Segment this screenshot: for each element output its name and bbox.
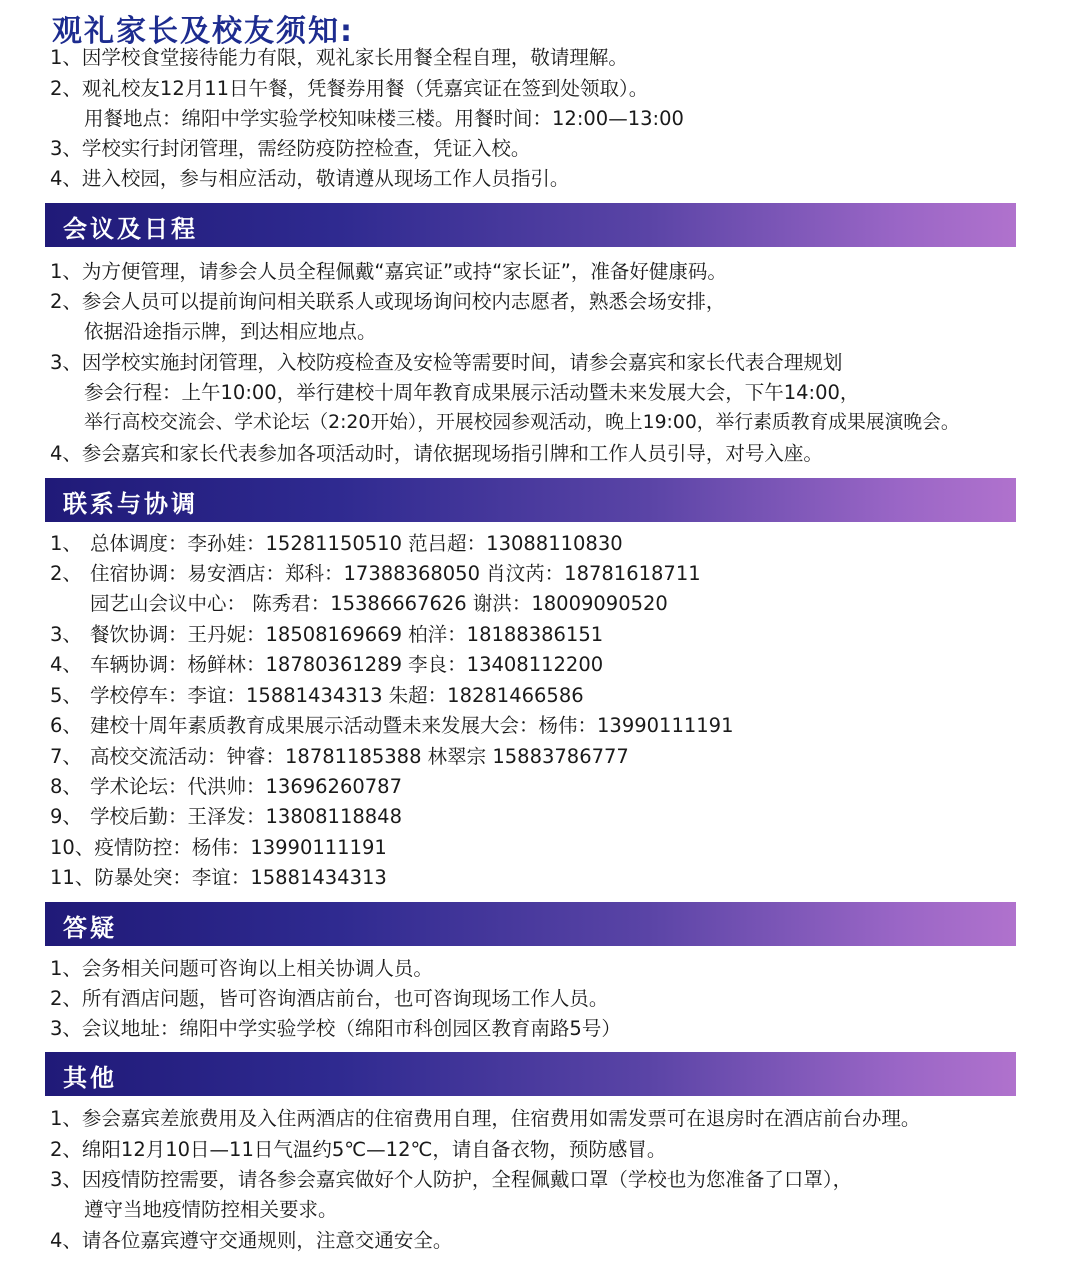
item-number: 10、: [50, 836, 95, 859]
item-number: 9、: [50, 805, 82, 828]
item-number: 2、: [50, 77, 82, 100]
contact-item: [50, 713, 733, 739]
item-number: 2、: [50, 1138, 82, 1161]
item-text: 所有酒店问题，皆可咨询酒店前台，也可咨询现场工作人员。: [81, 987, 609, 1010]
contact-item: [50, 804, 402, 830]
notice-item-continuation: [84, 106, 684, 132]
qa-item: [50, 1016, 621, 1042]
contact-item: [50, 652, 603, 678]
item-number: 4、: [50, 442, 82, 465]
contact-item: [50, 865, 387, 891]
item-number: 3、: [50, 351, 82, 374]
section-heading: 其他: [63, 1064, 117, 1092]
item-text: 参会嘉宾和家长代表参加各项活动时，请依据现场指引牌和工作人员引导，对号入座。: [81, 442, 823, 465]
item-text: 举行高校交流会、学术论坛（2:20开始），开展校园参观活动，晚上19:00，举行素质教育成果展演晚会。: [84, 412, 960, 433]
item-text: 学校停车：李谊：15881434313 朱超：18281466586: [90, 684, 584, 707]
item-number: 2、: [50, 562, 82, 585]
item-number: 3、: [50, 1168, 82, 1191]
item-text: 学术论坛：代洪帅：13696260787: [90, 775, 402, 798]
item-text: 餐饮协调：王丹妮：18508169669 柏洋：18188386151: [90, 623, 604, 646]
section-heading: 联系与协调: [63, 490, 198, 518]
item-text: 因学校食堂接待能力有限，观礼家长用餐全程自理，敬请理解。: [81, 46, 628, 69]
other-item: [50, 1167, 852, 1193]
page-title: 观礼家长及校友须知:: [52, 14, 354, 49]
item-text: 车辆协调：杨鲜林：18780361289 李良：13408112200: [90, 653, 604, 676]
section-heading: 答疑: [63, 914, 117, 942]
contact-item: [50, 744, 629, 770]
item-text: 会务相关问题可咨询以上相关协调人员。: [81, 957, 433, 980]
item-number: 4、: [50, 167, 82, 190]
item-text: 参会行程：上午10:00，举行建校十周年教育成果展示活动暨未来发展大会，下午14:00，: [84, 381, 860, 404]
item-text: 学校后勤：王泽发：13808118848: [90, 805, 402, 828]
other-item-continuation: [84, 1197, 338, 1223]
meeting-item: [50, 350, 842, 376]
item-number: 1、: [50, 957, 82, 980]
item-text: 参会人员可以提前询问相关联系人或现场询问校内志愿者，熟悉会场安排，: [81, 290, 726, 313]
item-number: 3、: [50, 623, 82, 646]
other-item: [50, 1137, 666, 1163]
item-text: 因学校实施封闭管理，入校防疫检查及安检等需要时间，请参会嘉宾和家长代表合理规划: [81, 351, 843, 374]
item-text: 参会嘉宾差旅费用及入住两酒店的住宿费用自理，住宿费用如需发票可在退房时在酒店前台办理。: [81, 1107, 921, 1130]
qa-item: [50, 956, 433, 982]
item-text: 为方便管理，请参会人员全程佩戴“嘉宾证”或持“家长证”，准备好健康码。: [81, 260, 727, 283]
item-number: 1、: [50, 1107, 82, 1130]
item-text: 住宿协调：易安酒店：郑科：17388368050 肖汶芮：18781618711: [90, 562, 701, 585]
section-banner-contact: [45, 478, 1016, 522]
contact-item: [50, 835, 387, 861]
item-text: 观礼校友12月11日午餐，凭餐券用餐（凭嘉宾证在签到处领取）。: [81, 77, 649, 100]
item-text: 疫情防控：杨伟：13990111191: [94, 836, 387, 859]
item-text: 防暴处突：李谊：15881434313: [94, 866, 387, 889]
meeting-item-continuation: [84, 410, 960, 436]
item-text: 会议地址：绵阳中学实验学校（绵阳市科创园区教育南路5号）: [81, 1017, 621, 1040]
contact-item: [50, 531, 623, 557]
item-text: 遵守当地疫情防控相关要求。: [84, 1198, 338, 1221]
contact-item-continuation: [90, 591, 668, 617]
item-number: 5、: [50, 684, 82, 707]
item-number: 3、: [50, 1017, 82, 1040]
item-text: 高校交流活动：钟睿：18781185388 林翠宗 15883786777: [90, 745, 629, 768]
item-text: 因疫情防控需要，请各参会嘉宾做好个人防护，全程佩戴口罩（学校也为您准备了口罩），: [81, 1168, 853, 1191]
item-number: 1、: [50, 46, 82, 69]
item-number: 1、: [50, 260, 82, 283]
item-number: 7、: [50, 745, 82, 768]
item-text: 园艺山会议中心： 陈秀君：15386667626 谢洪：18009090520: [90, 592, 668, 615]
item-number: 3、: [50, 137, 82, 160]
item-number: 2、: [50, 987, 82, 1010]
item-text: 绵阳12月10日—11日气温约5℃—12℃，请自备衣物，预防感冒。: [81, 1138, 667, 1161]
notice-item: [50, 76, 648, 102]
item-text: 请各位嘉宾遵守交通规则，注意交通安全。: [81, 1229, 453, 1252]
meeting-item-continuation: [84, 380, 859, 406]
item-number: 8、: [50, 775, 82, 798]
item-text: 学校实行封闭管理，需经防疫防控检查，凭证入校。: [81, 137, 531, 160]
item-number: 1、: [50, 532, 82, 555]
meeting-item-continuation: [84, 319, 377, 345]
contact-item: [50, 622, 603, 648]
item-text: 总体调度：李孙娃：15281150510 范吕超：13088110830: [90, 532, 623, 555]
section-banner-meeting: [45, 203, 1016, 247]
meeting-item: [50, 441, 823, 467]
notice-item: [50, 136, 530, 162]
contact-item: [50, 683, 584, 709]
notice-item: [50, 45, 628, 71]
other-item: [50, 1228, 452, 1254]
item-text: 用餐地点：绵阳中学实验学校知味楼三楼。用餐时间：12:00—13:00: [84, 107, 684, 130]
item-number: 4、: [50, 653, 82, 676]
contact-item: [50, 561, 701, 587]
section-banner-other: [45, 1052, 1016, 1096]
item-number: 4、: [50, 1229, 82, 1252]
item-text: 进入校园，参与相应活动，敬请遵从现场工作人员指引。: [81, 167, 570, 190]
item-number: 2、: [50, 290, 82, 313]
item-text: 建校十周年素质教育成果展示活动暨未来发展大会：杨伟：13990111191: [90, 714, 734, 737]
meeting-item: [50, 259, 727, 285]
notice-item: [50, 166, 569, 192]
item-number: 11、: [50, 866, 95, 889]
section-banner-qa: [45, 902, 1016, 946]
item-text: 依据沿途指示牌，到达相应地点。: [84, 320, 377, 343]
qa-item: [50, 986, 608, 1012]
meeting-item: [50, 289, 725, 315]
other-item: [50, 1106, 920, 1132]
contact-item: [50, 774, 402, 800]
item-number: 6、: [50, 714, 82, 737]
section-heading: 会议及日程: [63, 215, 198, 243]
